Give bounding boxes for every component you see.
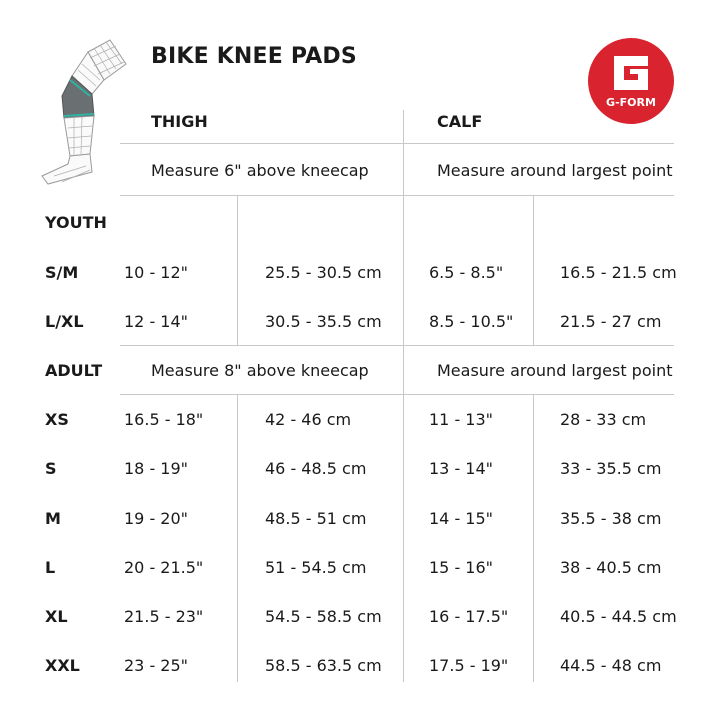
adult-thigh-measure: Measure 8" above kneecap [151, 361, 369, 380]
thigh-cm: 51 - 54.5 cm [265, 558, 367, 577]
calf-cm: 33 - 35.5 cm [560, 459, 662, 478]
adult-calf-measure: Measure around largest point [437, 361, 673, 380]
calf-cm: 38 - 40.5 cm [560, 558, 662, 577]
thigh-cm: 48.5 - 51 cm [265, 509, 367, 528]
thigh-cm: 54.5 - 58.5 cm [265, 607, 382, 626]
youth-label: YOUTH [45, 213, 107, 232]
thigh-inches: 21.5 - 23" [124, 607, 204, 626]
youth-thigh-measure: Measure 6" above kneecap [151, 161, 369, 180]
calf-cm: 21.5 - 27 cm [560, 312, 662, 331]
divider [533, 394, 534, 682]
size-label: XS [45, 410, 69, 429]
divider [403, 345, 404, 394]
divider [120, 394, 674, 395]
thigh-cm: 42 - 46 cm [265, 410, 352, 429]
size-label: XL [45, 607, 68, 626]
calf-inches: 15 - 16" [429, 558, 494, 577]
size-label: M [45, 509, 61, 528]
thigh-inches: 12 - 14" [124, 312, 189, 331]
divider [533, 195, 534, 345]
calf-inches: 13 - 14" [429, 459, 494, 478]
youth-calf-measure: Measure around largest point [437, 161, 673, 180]
calf-inches: 6.5 - 8.5" [429, 263, 504, 282]
thigh-inches: 23 - 25" [124, 656, 189, 675]
calf-header: CALF [437, 112, 483, 131]
calf-cm: 16.5 - 21.5 cm [560, 263, 677, 282]
calf-cm: 28 - 33 cm [560, 410, 647, 429]
thigh-header: THIGH [151, 112, 208, 131]
calf-inches: 17.5 - 19" [429, 656, 509, 675]
thigh-cm: 30.5 - 35.5 cm [265, 312, 382, 331]
calf-cm: 40.5 - 44.5 cm [560, 607, 677, 626]
divider [403, 110, 404, 195]
calf-cm: 35.5 - 38 cm [560, 509, 662, 528]
size-label: XXL [45, 656, 80, 675]
thigh-inches: 18 - 19" [124, 459, 189, 478]
divider [237, 195, 238, 345]
calf-inches: 11 - 13" [429, 410, 494, 429]
thigh-inches: 10 - 12" [124, 263, 189, 282]
size-label: S [45, 459, 57, 478]
size-label: L/XL [45, 312, 84, 331]
size-label: L [45, 558, 56, 577]
divider [120, 195, 674, 196]
calf-inches: 8.5 - 10.5" [429, 312, 514, 331]
divider [237, 394, 238, 682]
adult-label: ADULT [45, 361, 103, 380]
calf-inches: 14 - 15" [429, 509, 494, 528]
g-form-logo-icon [588, 38, 674, 124]
thigh-inches: 19 - 20" [124, 509, 189, 528]
calf-cm: 44.5 - 48 cm [560, 656, 662, 675]
calf-inches: 16 - 17.5" [429, 607, 509, 626]
page-title: BIKE KNEE PADS [151, 44, 357, 69]
size-label: S/M [45, 263, 79, 282]
divider [120, 143, 674, 144]
thigh-cm: 58.5 - 63.5 cm [265, 656, 382, 675]
thigh-inches: 20 - 21.5" [124, 558, 204, 577]
thigh-cm: 46 - 48.5 cm [265, 459, 367, 478]
divider [403, 195, 404, 345]
divider [120, 345, 674, 346]
thigh-cm: 25.5 - 30.5 cm [265, 263, 382, 282]
brand-text: G-FORM [606, 96, 656, 109]
thigh-inches: 16.5 - 18" [124, 410, 204, 429]
leg-with-knee-pad-icon [34, 36, 134, 188]
divider [403, 394, 404, 682]
